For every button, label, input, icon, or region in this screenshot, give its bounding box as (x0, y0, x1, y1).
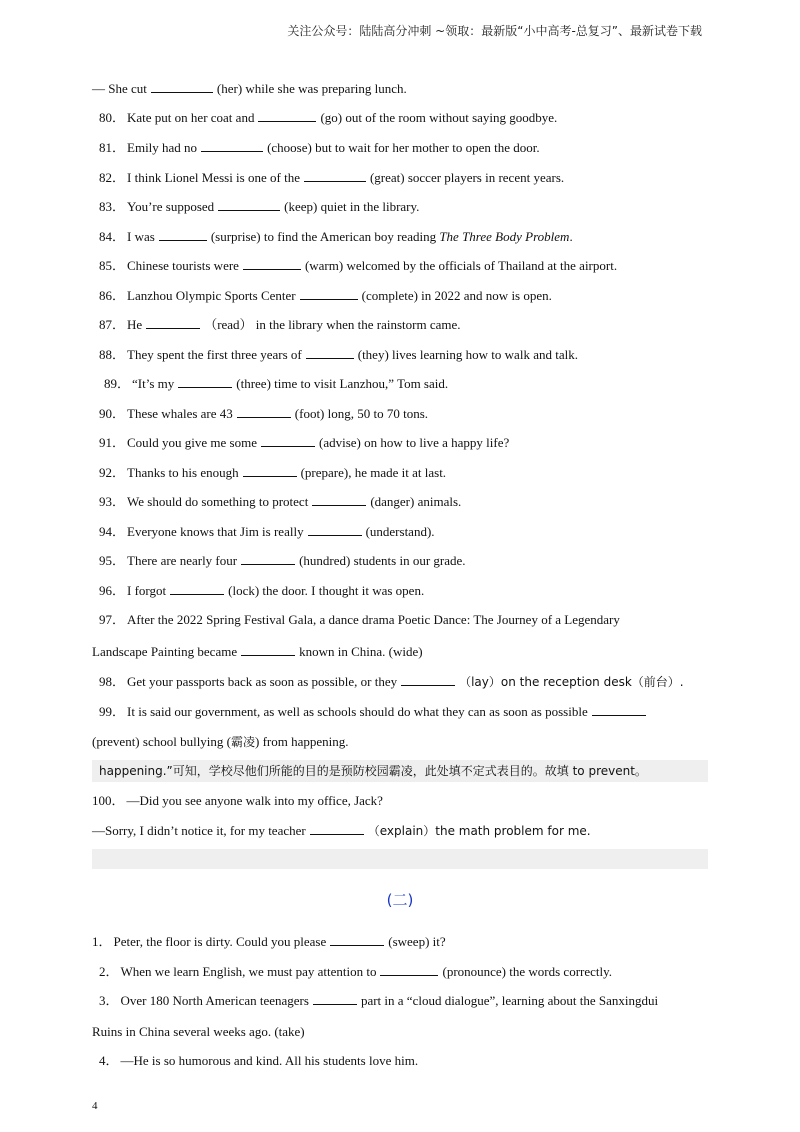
answer-blank[interactable] (592, 703, 646, 716)
q87-text: He (127, 317, 143, 332)
question-number: 85． (99, 258, 126, 273)
question-90 (99, 405, 428, 422)
question-100-line1 (92, 793, 383, 809)
q99-text-2: ) from happening. (255, 734, 349, 749)
question-number: 96． (99, 583, 126, 598)
q81-text: Emily had no (127, 140, 198, 155)
q94-hint: (understand). (365, 524, 435, 539)
q97-text-2: Landscape Painting became (92, 644, 238, 659)
answer-blank[interactable] (312, 493, 366, 506)
q100-hint: （explain）the math problem for me. (367, 824, 591, 838)
s3-text-2: part in a “cloud dialogue”, learning about the Sanxingdui (360, 993, 659, 1008)
question-80 (99, 109, 557, 126)
q98-text: Get your passports back as soon as possible, or they (127, 674, 398, 689)
q79-text: — She cut (92, 81, 147, 96)
section2-question-2 (99, 963, 612, 980)
empty-note-bar (92, 849, 708, 869)
question-83 (99, 198, 419, 215)
answer-blank[interactable] (218, 198, 280, 211)
section-title: (二) (386, 891, 414, 909)
question-number: 88． (99, 347, 126, 362)
q86-hint: (complete) in 2022 and now is open. (361, 288, 552, 303)
answer-blank[interactable] (306, 346, 354, 359)
question-number: 4． (99, 1053, 119, 1068)
answer-blank[interactable] (261, 434, 315, 447)
question-86 (99, 287, 552, 304)
question-95 (99, 552, 466, 569)
question-91 (99, 434, 509, 451)
question-number: 97． (99, 612, 126, 627)
question-number: 83． (99, 199, 126, 214)
q89-hint: (three) time to visit Lanzhou,” Tom said. (236, 376, 449, 391)
question-97-line1 (99, 612, 620, 628)
question-number: 1． (92, 934, 112, 949)
answer-blank[interactable] (401, 673, 455, 686)
answer-blank[interactable] (330, 933, 384, 946)
section2-question-4 (99, 1053, 418, 1069)
question-number: 86． (99, 288, 126, 303)
book-title: The Three Body Problem (439, 229, 570, 244)
q96-hint: (lock) the door. I thought it was open. (228, 583, 425, 598)
question-number: 87． (99, 317, 126, 332)
answer-blank[interactable] (258, 109, 316, 122)
q93-text: We should do something to protect (127, 494, 309, 509)
answer-blank[interactable] (146, 316, 200, 329)
answer-note: happening.”可知，学校尽他们所能的目的是预防校园霸凌，此处填不定式表目的。故填 to prevent。 (99, 764, 647, 778)
q96-text: I forgot (127, 583, 167, 598)
question-number: 92． (99, 465, 126, 480)
answer-blank[interactable] (300, 287, 358, 300)
q83-text: You’re supposed (127, 199, 215, 214)
question-85 (99, 257, 617, 274)
question-number: 3． (99, 993, 119, 1008)
q90-hint: (foot) long, 50 to 70 tons. (294, 406, 429, 421)
question-number: 98． (99, 674, 126, 689)
answer-blank[interactable] (241, 552, 295, 565)
answer-blank[interactable] (243, 257, 301, 270)
q84-hint: (surprise) to find the American boy reading (210, 229, 437, 244)
question-number: 95． (99, 553, 126, 568)
question-number: 99． (99, 704, 126, 719)
q84-text: I was (127, 229, 155, 244)
q81-hint: (choose) but to wait for her mother to open the door. (267, 140, 540, 155)
answer-blank[interactable] (201, 139, 263, 152)
s3-text: Over 180 North American teenagers (120, 993, 309, 1008)
section2-question-1 (92, 933, 446, 950)
question-97-line2 (92, 643, 423, 660)
question-94 (99, 523, 435, 540)
q100-text: —Did you see anyone walk into my office, Jack? (126, 793, 383, 808)
s2-text: When we learn English, we must pay attention to (120, 964, 377, 979)
answer-blank[interactable] (237, 405, 291, 418)
question-number: 93． (99, 494, 126, 509)
question-number: 80． (99, 110, 126, 125)
answer-blank[interactable] (308, 523, 362, 536)
question-number: 91． (99, 435, 126, 450)
question-number: 81． (99, 140, 126, 155)
q82-hint: (great) soccer players in recent years. (369, 170, 565, 185)
q83-hint: (keep) quiet in the library. (284, 199, 420, 214)
question-88 (99, 346, 578, 363)
page-header: 关注公众号：陆陆高分冲刺 ~领取：最新版“小中高考-总复习”、最新试卷下载 (287, 24, 702, 38)
q82-text: I think Lionel Messi is one of the (127, 170, 300, 185)
question-number: 100． (92, 793, 125, 808)
question-number: 84． (99, 229, 126, 244)
q80-hint: (go) out of the room without saying goodbye. (320, 110, 558, 125)
question-96 (99, 582, 424, 599)
q79-hint: (her) while she was preparing lunch. (216, 81, 407, 96)
answer-blank[interactable] (159, 228, 207, 241)
q97-hint: known in China. (wide) (299, 644, 423, 659)
answer-blank[interactable] (243, 464, 297, 477)
q97-text: After the 2022 Spring Festival Gala, a dance drama Poetic Dance: The Journey of a Legendary (127, 612, 620, 627)
answer-blank[interactable] (380, 963, 438, 976)
question-number: 2． (99, 964, 119, 979)
q90-text: These whales are 43 (127, 406, 233, 421)
q95-text: There are nearly four (127, 553, 238, 568)
q87-hint: （read） in the library when the rainstorm came. (204, 317, 461, 332)
q99-text: It is said our government, as well as schools should do what they can as soon as possible (127, 704, 588, 719)
q99-hint: (prevent) school bullying ( (92, 734, 231, 749)
q91-text: Could you give me some (127, 435, 258, 450)
q85-text: Chinese tourists were (127, 258, 239, 273)
question-number: 90． (99, 406, 126, 421)
question-100-line2 (92, 822, 591, 839)
answer-blank[interactable] (313, 992, 357, 1005)
answer-blank[interactable] (310, 822, 364, 835)
section2-question-3-line2 (92, 1024, 305, 1040)
s2-hint: (pronounce) the words correctly. (442, 964, 613, 979)
question-82 (99, 169, 564, 186)
question-89 (104, 375, 448, 392)
answer-blank[interactable] (151, 80, 213, 93)
q85-hint: (warm) welcomed by the officials of Thailand at the airport. (304, 258, 618, 273)
q88-hint: (they) lives learning how to walk and talk. (357, 347, 578, 362)
s3-hint: Ruins in China several weeks ago. (take) (92, 1024, 305, 1039)
q95-hint: (hundred) students in our grade. (299, 553, 466, 568)
q80-text: Kate put on her coat and (127, 110, 255, 125)
answer-blank[interactable] (241, 643, 295, 656)
question-79 (92, 80, 407, 97)
question-98 (99, 673, 684, 690)
q84-end: . (569, 229, 573, 244)
s1-text: Peter, the floor is dirty. Could you please (113, 934, 327, 949)
page-number: 4 (92, 1100, 98, 1112)
q88-text: They spent the first three years of (127, 347, 302, 362)
q92-text: Thanks to his enough (127, 465, 239, 480)
q100-text-2: —Sorry, I didn’t notice it, for my teacher (92, 823, 306, 838)
question-number: 94． (99, 524, 126, 539)
question-84 (99, 228, 573, 245)
q99-chinese-gloss: 霸凌 (231, 735, 256, 749)
q98-hint: （lay）on the reception desk（前台）. (459, 675, 684, 689)
q86-text: Lanzhou Olympic Sports Center (127, 288, 296, 303)
question-number: 82． (99, 170, 126, 185)
q91-hint: (advise) on how to live a happy life? (319, 435, 510, 450)
q92-hint: (prepare), he made it at last. (300, 465, 447, 480)
section2-question-3-line1 (99, 992, 658, 1009)
q93-hint: (danger) animals. (370, 494, 462, 509)
question-87 (99, 316, 461, 333)
q89-text: “It’s my (132, 376, 175, 391)
question-99-line1 (99, 703, 650, 720)
answer-blank[interactable] (170, 582, 224, 595)
question-81 (99, 139, 540, 156)
question-number: 89． (104, 376, 131, 391)
s4-text: —He is so humorous and kind. All his students love him. (120, 1053, 419, 1068)
question-92 (99, 464, 446, 481)
q94-text: Everyone knows that Jim is really (127, 524, 304, 539)
s1-hint: (sweep) it? (388, 934, 446, 949)
answer-blank[interactable] (304, 169, 366, 182)
question-99-line2 (92, 734, 349, 750)
answer-blank[interactable] (178, 375, 232, 388)
question-93 (99, 493, 461, 510)
